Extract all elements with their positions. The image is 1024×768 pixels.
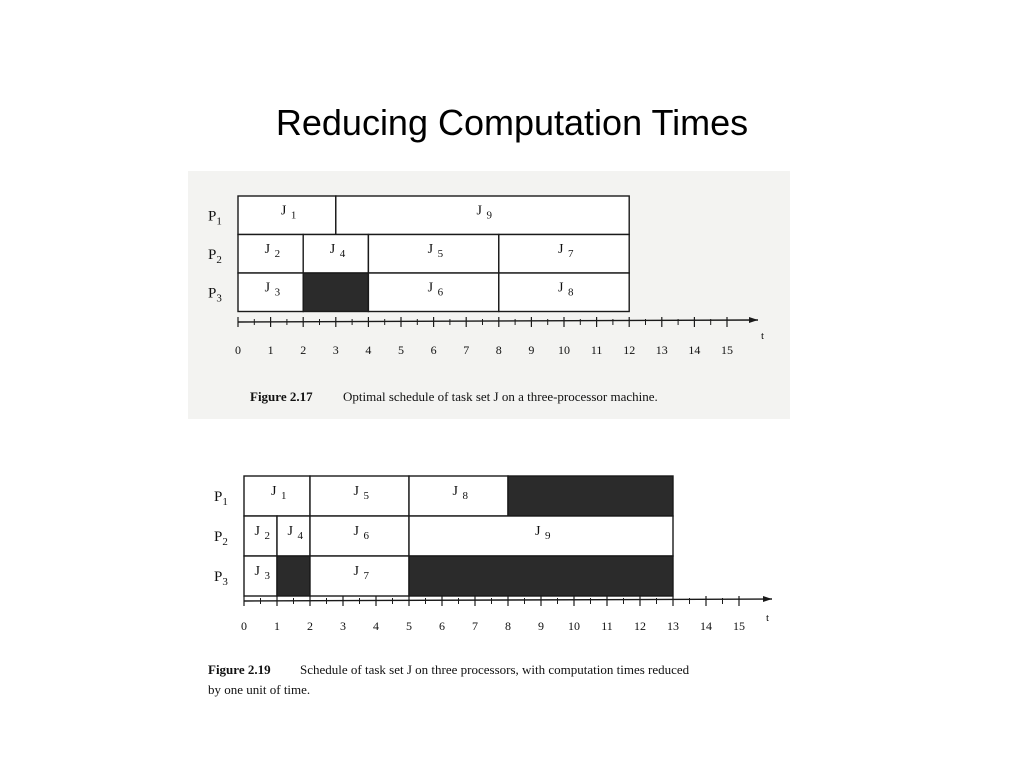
task-subscript: 8 xyxy=(568,286,574,299)
task-block xyxy=(310,476,409,516)
task-subscript: 2 xyxy=(264,530,270,542)
slide-title: Reducing Computation Times xyxy=(275,102,749,143)
task-block xyxy=(336,196,629,235)
axis-tick-label: 13 xyxy=(655,343,668,357)
axis-tick-label: 14 xyxy=(700,619,712,633)
axis-tick-label: 6 xyxy=(430,343,437,357)
task-block xyxy=(409,476,508,516)
idle-block xyxy=(277,556,310,596)
idle-block xyxy=(303,273,368,312)
axis-tick-label: 5 xyxy=(406,619,412,633)
axis-tick-label: 15 xyxy=(733,619,745,633)
task-subscript: 4 xyxy=(339,247,346,260)
axis-tick-label: 15 xyxy=(721,343,733,357)
task-block xyxy=(244,476,310,516)
axis-tick-label: 10 xyxy=(568,619,580,633)
axis-tick-label: 9 xyxy=(528,343,535,357)
figure-2-17 xyxy=(188,171,790,419)
task-label: J xyxy=(558,280,564,296)
axis-tick-label: 3 xyxy=(332,343,339,357)
processor-label: $P_3$ xyxy=(208,285,222,305)
schedule-chart-fig-2-17 xyxy=(188,171,790,419)
axis-tick-label: 8 xyxy=(495,343,502,357)
task-label: J xyxy=(264,241,271,257)
axis-tick-label: 12 xyxy=(634,619,646,633)
task-label: J xyxy=(535,524,541,539)
axis-tick-label: 0 xyxy=(241,619,247,633)
figure-caption-text: Schedule of task set J on three processors, with computation times reduced xyxy=(300,662,690,677)
task-label: J xyxy=(287,524,293,539)
axis-tick-label: 0 xyxy=(235,343,241,357)
axis-tick-label: 3 xyxy=(340,619,346,633)
task-subscript: 9 xyxy=(545,530,551,542)
schedule-chart-fig-2-19 xyxy=(200,458,790,708)
task-block xyxy=(368,235,498,274)
task-label: J xyxy=(329,241,336,257)
task-subscript: 3 xyxy=(274,286,281,299)
idle-block xyxy=(508,476,673,516)
time-axis-arrow xyxy=(749,317,758,323)
task-subscript: 5 xyxy=(437,247,444,260)
task-subscript: 6 xyxy=(363,530,369,542)
task-label: J xyxy=(427,280,434,296)
task-subscript: 7 xyxy=(363,570,369,582)
axis-tick-label: 5 xyxy=(398,343,404,357)
task-label: J xyxy=(264,280,271,296)
axis-variable-label: t xyxy=(761,330,765,342)
axis-tick-label: 2 xyxy=(307,619,313,633)
axis-tick-label: 11 xyxy=(590,343,603,357)
task-label: J xyxy=(271,484,277,499)
figure-2-19 xyxy=(200,458,790,708)
task-label: J xyxy=(254,524,260,539)
task-label: J xyxy=(476,203,482,219)
axis-tick-label: 14 xyxy=(688,343,701,357)
task-label: J xyxy=(353,524,359,539)
task-label: J xyxy=(452,484,458,499)
time-axis-arrow xyxy=(763,596,772,602)
task-subscript: 6 xyxy=(437,286,444,299)
task-block xyxy=(499,273,629,312)
task-block xyxy=(238,273,303,312)
task-block xyxy=(310,516,409,556)
task-block xyxy=(244,556,277,596)
task-subscript: 5 xyxy=(363,490,369,502)
time-axis xyxy=(238,320,758,322)
task-subscript: 4 xyxy=(297,530,303,542)
axis-tick-label: 1 xyxy=(267,343,274,357)
axis-tick-label: 2 xyxy=(300,343,307,357)
task-block xyxy=(244,516,277,556)
processor-label: $P_3$ xyxy=(214,569,228,588)
figure-caption-label: Figure 2.19 xyxy=(208,662,271,677)
axis-tick-label: 12 xyxy=(623,343,636,357)
task-block xyxy=(499,235,629,274)
task-label: J xyxy=(427,241,434,257)
axis-tick-label: 10 xyxy=(558,343,570,357)
task-subscript: 1 xyxy=(290,209,297,222)
axis-tick-label: 1 xyxy=(274,619,280,633)
processor-label: $P_2$ xyxy=(208,246,222,266)
task-subscript: 2 xyxy=(274,247,281,260)
task-label: J xyxy=(558,241,564,257)
task-block xyxy=(277,516,310,556)
axis-tick-label: 4 xyxy=(365,343,372,357)
axis-tick-label: 4 xyxy=(373,619,379,633)
task-subscript: 3 xyxy=(264,570,270,582)
task-block xyxy=(310,556,409,596)
task-block xyxy=(368,273,498,312)
axis-tick-label: 7 xyxy=(463,343,470,357)
task-subscript: 7 xyxy=(568,247,574,260)
task-block xyxy=(409,516,673,556)
task-label: J xyxy=(254,564,260,579)
processor-label: $P_2$ xyxy=(214,529,228,548)
processor-label: $P_1$ xyxy=(208,208,222,228)
task-subscript: 1 xyxy=(281,490,287,502)
axis-variable-label: t xyxy=(766,612,770,624)
task-block xyxy=(238,196,336,235)
figure-caption-text: Optimal schedule of task set J on a three-processor machine. xyxy=(343,389,658,404)
axis-tick-label: 13 xyxy=(667,619,679,633)
axis-tick-label: 8 xyxy=(505,619,511,633)
axis-tick-label: 7 xyxy=(472,619,478,633)
figure-caption-label: Figure 2.17 xyxy=(250,389,313,404)
task-label: J xyxy=(353,564,359,579)
processor-label: $P_1$ xyxy=(214,489,228,508)
task-label: J xyxy=(280,203,287,219)
axis-tick-label: 6 xyxy=(439,619,445,633)
axis-tick-label: 9 xyxy=(538,619,544,633)
axis-tick-label: 11 xyxy=(601,619,613,633)
task-block xyxy=(238,235,303,274)
task-subscript: 9 xyxy=(486,209,492,222)
idle-block xyxy=(409,556,673,596)
task-block xyxy=(303,235,368,274)
task-label: J xyxy=(353,484,359,499)
figure-caption-text-line2: by one unit of time. xyxy=(208,682,311,697)
task-subscript: 8 xyxy=(462,490,468,502)
